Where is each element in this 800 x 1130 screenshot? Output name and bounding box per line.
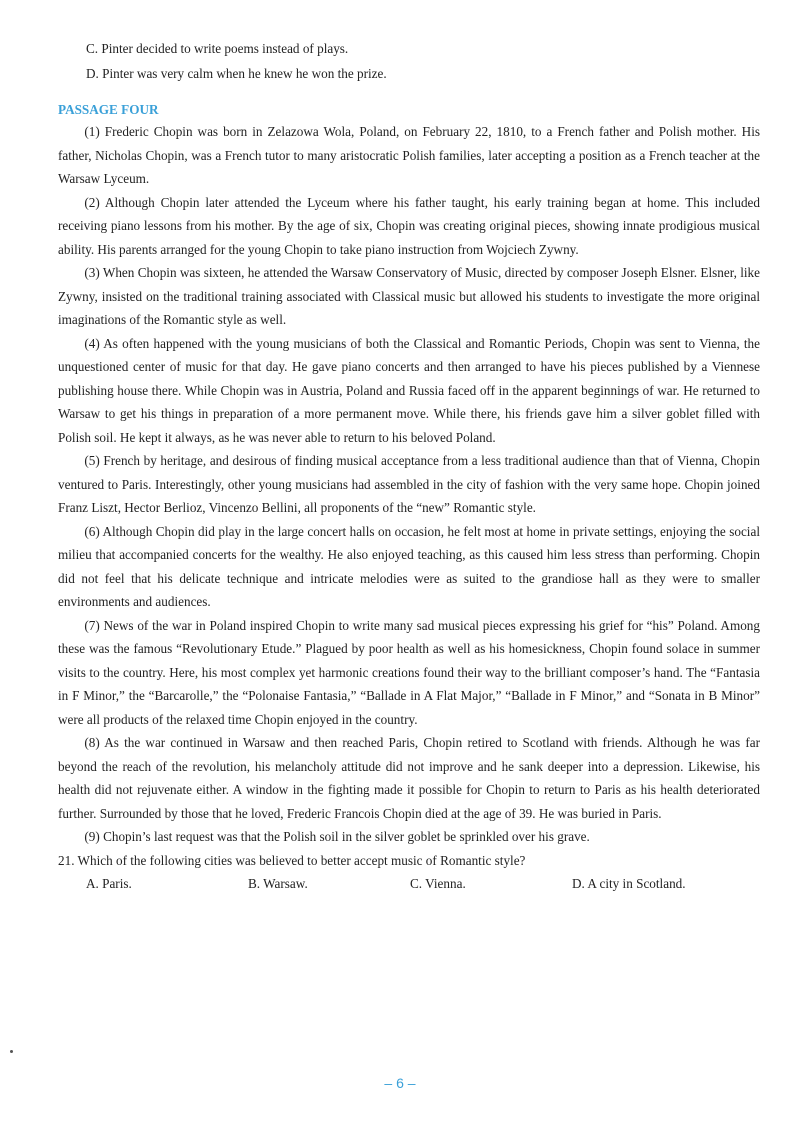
page-number: – 6 – <box>384 1075 416 1091</box>
question-21: 21. Which of the following cities was believed to better accept music of Romantic style? <box>58 852 526 868</box>
previous-option-c: C. Pinter decided to write poems instead of plays. <box>86 41 349 56</box>
question-21-choices <box>86 872 760 896</box>
page-content <box>58 36 760 896</box>
scan-speck <box>10 1050 13 1053</box>
paragraph-8: (8) As the war continued in Warsaw and then reached Paris, Chopin retired to Scotland with friends. Although he was far beyond the reach of the revolution, his melancholy attitude did not improve and he sank deeper into a depression. Likewise, his health did not rejuvenate either. A window in the fighting made it possible for Chopin to return to Paris as his health deteriorated further. Surrounded by those that he loved, Frederic Francois Chopin died at the age of 39. He was buried in Paris. <box>58 735 760 821</box>
paragraph-2: (2) Although Chopin later attended the Lyceum where his father taught, his early training began at home. This included receiving piano lessons from his mother. By the age of six, Chopin was creating original pieces, showing innate prodigious musical ability. His parents arranged for the young Chopin to take piano instruction from Wojciech Zywny. <box>58 194 760 257</box>
paragraph-1: (1) Frederic Chopin was born in Zelazowa Wola, Poland, on February 22, 1810, to a French father and Polish mother. His father, Nicholas Chopin, was a French tutor to many aristocratic Polish families, later accepting a position as a French teacher at the Warsaw Lyceum. <box>58 124 760 186</box>
paragraph-7: (7) News of the war in Poland inspired Chopin to write many sad musical pieces expressing his grief for “his” Poland. Among these was the famous “Revolutionary Etude.” Plagued by poor health as well as his homesickness, Chopin found solace in summer visits to the country. Here, his most complex yet harmonic creations found their way to the brilliant composer’s hand. The “Fantasia in F Minor,” the “Barcarolle,” the “Polonaise Fantasia,” “Ballade in A Flat Major,” “Ballade in F Minor,” and “Sonata in B Minor” were all products of the relaxed time Chopin enjoyed in the country. <box>58 617 760 727</box>
passage-title: PASSAGE FOUR <box>58 102 159 117</box>
previous-option-d: D. Pinter was very calm when he knew he won the prize. <box>86 66 387 81</box>
choice-b: B. Warsaw. <box>248 876 308 891</box>
paragraph-9: (9) Chopin’s last request was that the Polish soil in the silver goblet be sprinkled over his grave. <box>84 829 590 844</box>
choice-a: A. Paris. <box>86 876 132 891</box>
paragraph-4: (4) As often happened with the young musicians of both the Classical and Romantic Periods, Chopin was sent to Vienna, the unquestioned center of music for that day. He gave piano concerts and then arranged to have his pieces published by a Viennese publishing house there. While Chopin was in Austria, Poland and Russia faced off in the apparent beginnings of war. He returned to Warsaw to get his things in preparation of a more permanent move. While there, his friends gave him a silver goblet filled with Polish soil. He kept it always, as he was never able to return to his beloved Poland. <box>58 335 760 445</box>
paragraph-5: (5) French by heritage, and desirous of finding musical acceptance from a less traditional audience than that of Vienna, Chopin ventured to Paris. Interestingly, other young musicians had assembled in the city of fashion with the very same hope. Chopin joined Franz Liszt, Hector Berlioz, Vincenzo Bellini, all proponents of the “new” Romantic style. <box>58 453 760 515</box>
paragraph-3: (3) When Chopin was sixteen, he attended the Warsaw Conservatory of Music, directed by composer Joseph Elsner. Elsner, like Zywny, insisted on the traditional training associated with Classical music but allowed his students to investigate the more original imaginations of the Romantic style as well. <box>58 265 760 327</box>
paragraph-6: (6) Although Chopin did play in the large concert halls on occasion, he felt most at home in private settings, enjoying the social milieu that accompanied concerts for the wealthy. He also enjoyed teaching, as this caused him less stress than performing. Chopin did not feel that his delicate technique and intricate melodies were as suited to the grandiose hall as they were to smaller environments and audiences. <box>58 523 760 609</box>
choice-c: C. Vienna. <box>410 876 466 891</box>
choice-d: D. A city in Scotland. <box>572 876 686 891</box>
